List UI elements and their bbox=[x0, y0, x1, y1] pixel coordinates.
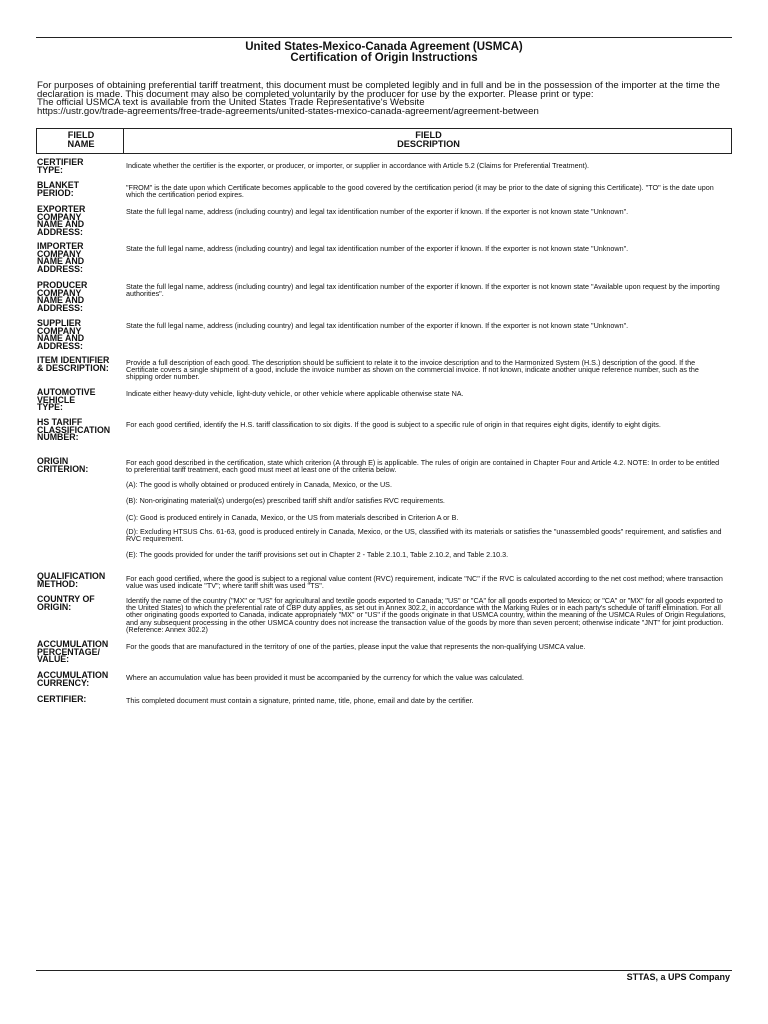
field-name: BLANKET PERIOD: bbox=[37, 180, 80, 198]
field-name: CERTIFIER: bbox=[37, 694, 87, 704]
header-divider bbox=[123, 129, 124, 153]
field-description: For each good certified, identify the H.S. tariff classification to six digits. If the good is subject to a specific rule of origin in that requires eight digits, identify to eight digits. bbox=[126, 420, 661, 429]
field-name: EXPORTER COMPANY NAME AND ADDRESS: bbox=[37, 204, 86, 237]
field-description: This completed document must contain a signature, printed name, title, phone, email and date by the certifier. bbox=[126, 696, 474, 705]
field-description: Indicate whether the certifier is the exporter, or producer, or importer, or supplier in accordance with Article 5.2 (Claims for Preferential Treatment). bbox=[126, 161, 589, 170]
field-name: PRODUCER COMPANY NAME AND ADDRESS: bbox=[37, 280, 88, 313]
field-description: State the full legal name, address (including country) and legal tax identification number of the exporter if known. If the exporter is not known state "Available upon request by the importing authorities". bbox=[126, 282, 720, 299]
field-description: Indicate either heavy-duty vehicle, light-duty vehicle, or other vehicle where applicable otherwise state NA. bbox=[126, 389, 464, 398]
field-name: AUTOMOTIVE VEHICLE TYPE: bbox=[37, 387, 96, 413]
field-name: QUALIFICATION METHOD: bbox=[37, 571, 106, 589]
field-name: CERTIFIER TYPE: bbox=[37, 157, 84, 175]
field-name-header: FIELD NAME bbox=[67, 130, 95, 149]
intro-url: https://ustr.gov/trade-agreements/free-trade-agreements/united-states-mexico-canada-agreement/agreement-between bbox=[37, 105, 539, 117]
title-line-2: Certification of Origin Instructions bbox=[290, 52, 478, 64]
field-name: HS TARIFF CLASSIFICATION NUMBER: bbox=[37, 417, 111, 443]
intro-paragraph bbox=[37, 82, 737, 116]
footer-company: STTAS, a UPS Company bbox=[626, 972, 730, 982]
field-description: Where an accumulation value has been provided it must be accompanied by the currency for which the value was calculated. bbox=[126, 673, 524, 682]
intro-line: declaration is made. This document may also be completed voluntarily by the producer for use by the exporter. Please print or type: bbox=[37, 88, 594, 100]
field-name: SUPPLIER COMPANY NAME AND ADDRESS: bbox=[37, 318, 85, 351]
bottom-rule bbox=[36, 970, 732, 971]
field-name: ACCUMULATION PERCENTAGE/ VALUE: bbox=[37, 639, 109, 665]
field-description: Provide a full description of each good. The description should be sufficient to relate it to the invoice description and to the Harmonized System (H.S.) description of the good. If the Certificate covers a single shipment of a good, include the invoice number as shown on the commercial invoice. If not known, indicate another unique reference number, such as the shipping order number. bbox=[126, 358, 699, 382]
criterion-d: (D): Excluding HTSUS Chs. 61-63, good is produced entirely in Canada, Mexico, or the US, classified with its materials or satisfies the "unassembled goods" requirement, and satisfies and RVC requirement. bbox=[126, 527, 722, 544]
field-description-header: FIELD DESCRIPTION bbox=[397, 130, 460, 149]
field-name: ACCUMULATION CURRENCY: bbox=[37, 670, 109, 688]
field-name: IMPORTER COMPANY NAME AND ADDRESS: bbox=[37, 241, 85, 274]
field-name: COUNTRY OF ORIGIN: bbox=[37, 594, 95, 612]
table-header bbox=[36, 128, 732, 154]
criterion-a: (A): The good is wholly obtained or produced entirely in Canada, Mexico, or the US. bbox=[126, 480, 392, 489]
field-description: For each good described in the certification, state which criterion (A through E) is applicable. The rules of origin are contained in Chapter Four and Article 4.2. NOTE: In order to be entitled to preferential tariff treatment, each good must meet at least one of the criteria below. bbox=[126, 458, 720, 475]
field-name: ORIGIN CRITERION: bbox=[37, 456, 89, 474]
criterion-b: (B): Non-originating material(s) undergo(es) prescribed tariff shift and/or satisfies RVC requirements. bbox=[126, 496, 445, 505]
field-description: For each good certified, where the good is subject to a regional value content (RVC) requirement, indicate "NC" if the RVC is calculated according to the net cost method; where transaction value was used indicate "TV"; where tariff shift was used "TS". bbox=[126, 574, 723, 591]
intro-line: For purposes of obtaining preferential tariff treatment, this document must be completed legibly and in full and be in the possession of the importer at the time the bbox=[37, 80, 720, 91]
field-description: For the goods that are manufactured in the territory of one of the parties, please input the value that represents the non-qualifying USMCA value. bbox=[126, 642, 586, 651]
field-description: State the full legal name, address (including country) and legal tax identification number of the exporter if known. If the exporter is not known state "Unknown". bbox=[126, 207, 629, 216]
criterion-e: (E): The goods provided for under the tariff provisions set out in Chapter 2 - Table 2.10.1, Table 2.10.2, and Table 2.10.3. bbox=[126, 550, 509, 559]
intro-line: The official USMCA text is available from the United States Trade Representative's Website bbox=[37, 97, 425, 109]
field-description: State the full legal name, address (including country) and legal tax identification number of the exporter if known. If the exporter is not known state "Unknown". bbox=[126, 244, 629, 253]
field-description: Identify the name of the country ("MX" or "US" for agricultural and textile goods exported to Canada; "US" or "CA" for all goods exported to Mexico; or "CA" or "MX" for all goods exported to the United States) to which the preferential rate of CBP duty applies, as set out in Annex 302.2, in accordance with the Marking Rules or in each party's schedule of tariff elimination. For all other originating goods exported to Canada, indicate appropriately "MX" or "US" if the goods originate in that USMCA country, within the meaning of the USMCA Rules of Origin Regulations, and any subsequent processing in the other USMCA country does not increase the transaction value of the goods by more than seven percent; otherwise indicate "JNT" for joint production. (Reference: Annex 302.2) bbox=[126, 596, 726, 634]
title-line-1: United States-Mexico-Canada Agreement (USMCA) bbox=[245, 41, 523, 53]
field-description: State the full legal name, address (including country) and legal tax identification number of the exporter if known. If the exporter is not known state "Unknown". bbox=[126, 321, 629, 330]
field-name: ITEM IDENTIFIER & DESCRIPTION: bbox=[37, 355, 110, 373]
top-rule bbox=[36, 37, 732, 38]
criterion-c: (C): Good is produced entirely in Canada, Mexico, or the US from materials described in Criterion A or B. bbox=[126, 513, 459, 522]
field-description: "FROM" is the date upon which Certificate becomes applicable to the good covered by the certification period (it may be prior to the date of signing this Certificate). "TO" is the date upon which the certification period expires. bbox=[126, 183, 714, 200]
document-title bbox=[36, 42, 732, 64]
